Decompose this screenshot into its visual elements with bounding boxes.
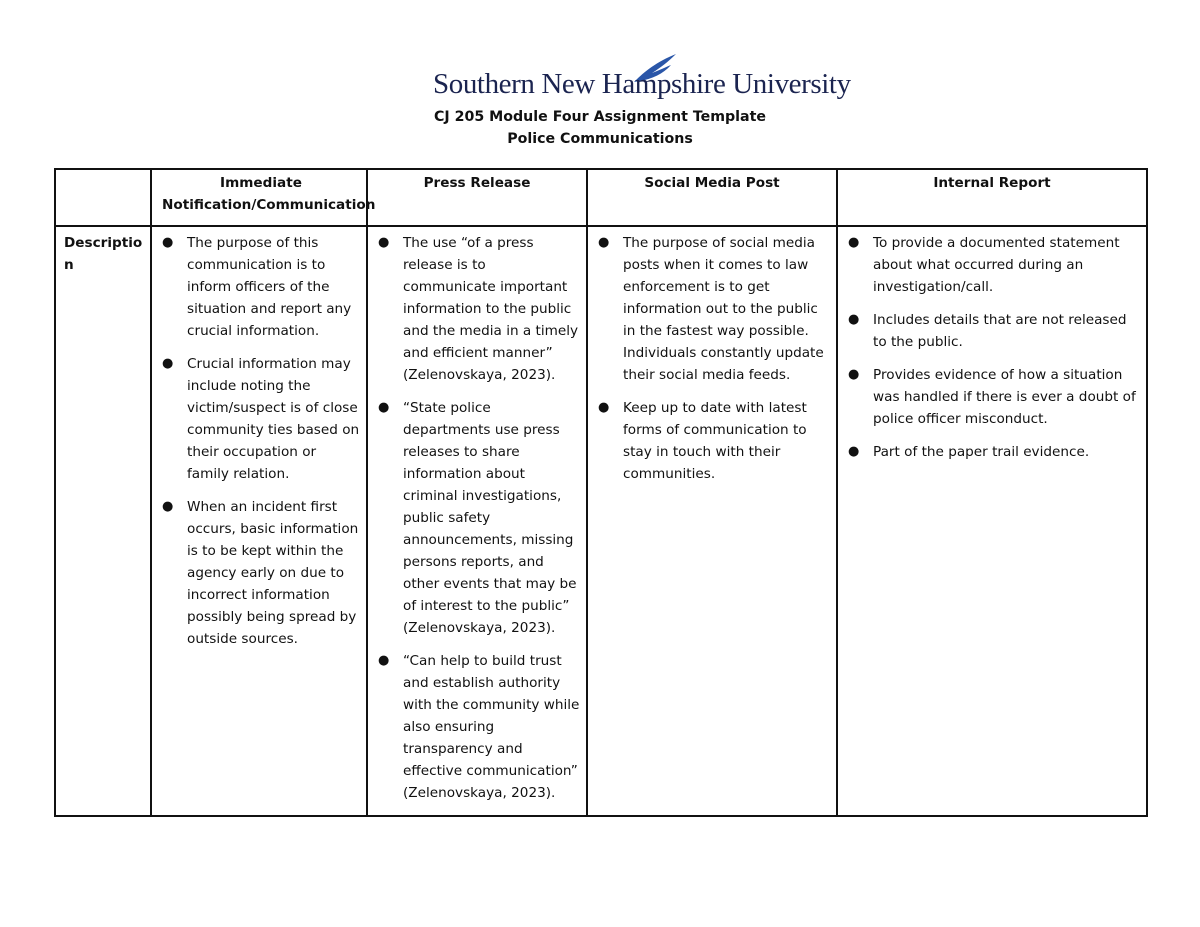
- bullet-icon: ●: [848, 367, 860, 382]
- header-social-media-post: Social Media Post: [587, 169, 837, 226]
- header-press-release: Press Release: [367, 169, 587, 226]
- bullet-icon: ●: [162, 356, 174, 371]
- list-item: ● When an incident first occurs, basic information is to be kept within the agency early on due to incorrect information possibly being spread by outside sources.: [158, 496, 362, 650]
- list-item: ● “State police departments use press releases to share information about criminal investigations, public safety announcements, missing persons reports, and other events that may be of interest to the public” (Zelenovskaya, 2023).: [374, 397, 582, 639]
- list-item: ● Part of the paper trail evidence.: [844, 441, 1142, 463]
- list-item: ● Crucial information may include noting the victim/suspect is of close community ties based on their occupation or family relation.: [158, 353, 362, 485]
- table-header-row: [55, 169, 1147, 226]
- document-header: [0, 106, 1200, 150]
- bullet-icon: ●: [598, 235, 610, 250]
- bullet-icon: ●: [378, 653, 390, 668]
- bullet-list: [588, 227, 836, 485]
- bullet-icon: ●: [848, 312, 860, 327]
- bullet-list: [152, 227, 366, 650]
- list-item: ● Provides evidence of how a situation was handled if there is ever a doubt of police officer misconduct.: [844, 364, 1142, 430]
- list-item: ● The purpose of social media posts when it comes to law enforcement is to get information out to the public in the fastest way possible. Individuals constantly update their social media feeds.: [594, 232, 832, 386]
- cell-immediate-notification: [151, 226, 367, 816]
- header-immediate-notification: Immediate Notification/Communication: [151, 169, 367, 226]
- bullet-icon: ●: [378, 235, 390, 250]
- header-internal-report: Internal Report: [837, 169, 1147, 226]
- document-subtitle: Police Communications: [507, 131, 693, 147]
- cell-press-release: [367, 226, 587, 816]
- bullet-list: [368, 227, 586, 804]
- row-label-description: Description: [55, 226, 151, 816]
- header-empty: [55, 169, 151, 226]
- list-item: ● The use “of a press release is to communicate important information to the public and the media in a timely and efficient manner” (Zelenovskaya, 2023).: [374, 232, 582, 386]
- list-item: ● “Can help to build trust and establish authority with the community while also ensuring transparency and effective communication” (Zelenovskaya, 2023).: [374, 650, 582, 804]
- logo-wordmark: Southern New Hampshire University: [433, 68, 851, 100]
- bullet-icon: ●: [848, 235, 860, 250]
- communications-table: [54, 168, 1148, 817]
- cell-social-media-post: [587, 226, 837, 816]
- university-logo: [0, 52, 1200, 104]
- list-item: ● Keep up to date with latest forms of communication to stay in touch with their communities.: [594, 397, 832, 485]
- document-title: CJ 205 Module Four Assignment Template: [433, 109, 767, 125]
- bullet-icon: ●: [598, 400, 610, 415]
- bullet-icon: ●: [848, 444, 860, 459]
- bullet-icon: ●: [162, 235, 174, 250]
- list-item: ● To provide a documented statement about what occurred during an investigation/call.: [844, 232, 1142, 298]
- bullet-icon: ●: [378, 400, 390, 415]
- list-item: ● The purpose of this communication is to inform officers of the situation and report any crucial information.: [158, 232, 362, 342]
- list-item: ● Includes details that are not released to the public.: [844, 309, 1142, 353]
- bullet-icon: ●: [162, 499, 174, 514]
- bullet-list: [838, 227, 1146, 463]
- table-row-description: [55, 226, 1147, 816]
- cell-internal-report: [837, 226, 1147, 816]
